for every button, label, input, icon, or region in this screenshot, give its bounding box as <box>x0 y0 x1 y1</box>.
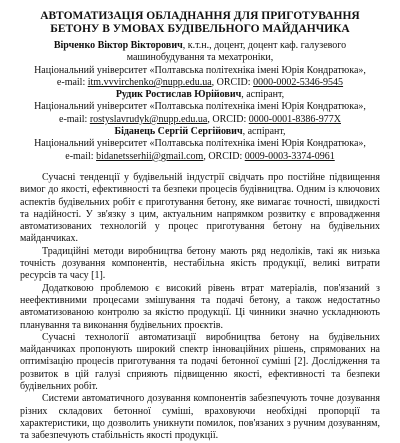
author-1-contact-line <box>20 77 380 89</box>
author-1-name: Вірченко Віктор Вікторович <box>53 40 183 51</box>
body-paragraph-3: Додатковою проблемою є високий рівень втрат матеріалів, пов'язаний з неефективними процесами змішування та подачі бетону, а також недостатньо автоматизованою контролю за якістю продукції. Ці чинники значно ускладнюють планування та виконання будівельних проєктів. <box>20 282 380 331</box>
author-3-name-line <box>20 126 380 138</box>
author-3-orcid-label: , ORCID: <box>203 150 245 162</box>
author-3-affiliation: Національний університет «Полтавська політехніка імені Юрія Кондратюка», <box>34 138 366 150</box>
author-2-contact-line <box>20 114 380 126</box>
author-2-role: , аспірант, <box>241 89 285 101</box>
author-3-contact-line <box>20 151 380 163</box>
author-2-name-line <box>20 89 380 101</box>
body-paragraph-1: Сучасні тенденції у будівельній індустрії свідчать про постійне підвищення вимог до якості, ефективності та безпеки процесів будівництва. Одним із ключових аспектів будівельних робіт є приготування бетону, яке вимагає точності, швидкості та надійності. У зв'язку з цим, актуальним напрямком розвитку є впровадження автоматизованих технологій у процес приготування бетону на будівельних майданчиках. <box>20 171 380 245</box>
paper-title <box>20 10 380 36</box>
author-1-affiliation: Національний університет «Полтавська політехніка імені Юрія Кондратюка», <box>34 64 366 76</box>
author-2-orcid-label: , ORCID: <box>207 113 249 125</box>
body-paragraph-4: Сучасні технології автоматизації виробництва бетону на будівельних майданчиках пропонують широкий спектр інноваційних рішень, спрямованих на оптимізацію процесів приготування та подачі бетонної суміші [2]. Дослідження та розвиток в цій галузі сприяють підвищенню якості, ефективності та безпеки будівельних робіт. <box>20 331 380 393</box>
body-paragraph-5: Системи автоматичного дозування компонентів забезпечують точне дозування різних складових бетонної суміші, враховуючи необхідні пропорції та характеристики, що дозволить уникнути помилок, пов'язаних з ручним дозуванням, та забезпечують стабільність якості продукції. <box>20 393 380 442</box>
author-1-role: , к.т.н., доцент, доцент каф. галузевого <box>182 40 347 51</box>
author-1-email-label: e-mail: <box>56 76 88 88</box>
author-3-email-label: e-mail: <box>65 150 97 162</box>
author-1-orcid-link[interactable]: 0000-0002-5346-9545 <box>253 76 344 88</box>
paper-body <box>20 172 380 443</box>
author-2-orcid-link[interactable]: 0000-0001-8386-977X <box>248 113 341 125</box>
author-3-email-link[interactable]: bidanetsserhii@gmail.com <box>96 150 204 162</box>
author-1-email-link[interactable]: itm.vvvirchenko@nupp.edu.ua <box>87 76 212 88</box>
title-line-1: АВТОМАТИЗАЦІЯ ОБЛАДНАННЯ ДЛЯ ПРИГОТУВАННЯ <box>40 10 360 22</box>
author-2-affiliation: Національний університет «Полтавська політехніка імені Юрія Кондратюка», <box>34 101 366 113</box>
author-3-name: Біданець Сергій Сергійович <box>114 126 243 138</box>
author-3-orcid-link[interactable]: 0009-0003-3374-0961 <box>244 150 335 162</box>
author-1-orcid-label: , ORCID: <box>211 76 254 88</box>
title-line-2: БЕТОНУ В УМОВАХ БУДІВЕЛЬНОГО МАЙДАНЧИКА <box>50 23 350 35</box>
author-block <box>20 40 380 163</box>
author-1-name-line <box>20 40 380 52</box>
author-2-name: Рудик Ростислав Юрійович <box>115 89 242 101</box>
author-2-email-link[interactable]: rostyslavrudyk@nupp.edu.ua <box>89 113 208 125</box>
author-3-role: , аспірант, <box>242 126 286 138</box>
author-2-email-label: e-mail: <box>59 113 90 125</box>
body-paragraph-2: Традиційні методи виробництва бетону мають ряд недоліків, такі як низька точність дозування компонентів, нестабільна якість продукції, великі витрати ресурсів та часу [1]. <box>20 245 380 282</box>
author-1-role-line-2: машинобудування та мехатроніки, <box>126 52 274 64</box>
